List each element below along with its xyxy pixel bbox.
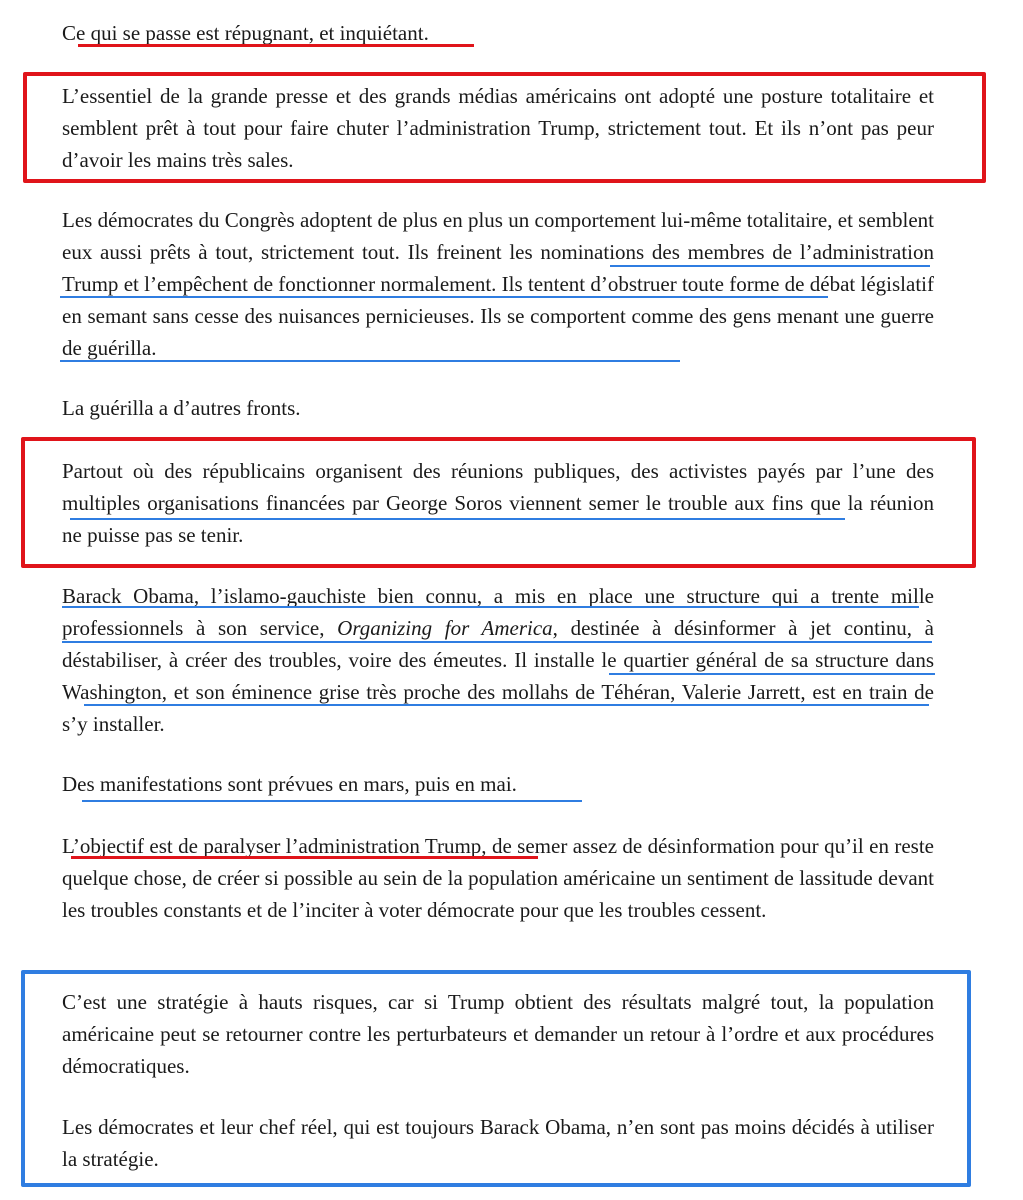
paragraph-2: L’essentiel de la grande presse et des grands médias américains ont adopté une posture totalitaire et semblent prêt à tout pour faire chuter l’administration Trump, strictement tout. Et ils n’ont pas peur d’avoir les mains très sales. [62,84,934,172]
paragraph-5: Partout où des républicains organisent des réunions publiques, des activistes payés par l’une des multiples organisations financées par George Soros viennent semer le trouble aux fins que la réunion ne puisse pas se tenir. [62,459,934,547]
paragraph-6-text-a: Barack Obama, l’islamo-gauchiste bien connu, a mis en place une structure qui a trente mille professionnels à son service, [62,584,934,640]
paragraph-9: C’est une stratégie à hauts risques, car si Trump obtient des résultats malgré tout, la population américaine peut se retourner contre les perturbateurs et demander un retour à l’ordre et aux procédures démocratiques. [62,990,934,1078]
paragraph-8: L’objectif est de paralyser l’administration Trump, de semer assez de désinformation pour qu’il en reste quelque chose, de créer si possible au sein de la population américaine un sentiment de lassitude devant les troubles constants et de l’inciter à voter démocrate pour que les troubles cessent. [62,834,934,922]
paragraph-3: Les démocrates du Congrès adoptent de plus en plus un comportement lui-même totalitaire, et semblent eux aussi prêts à tout, strictement tout. Ils freinent les nominations des membres de l’administration Trump et l’empêchent de fonctionner normalement. Ils tentent d’obstruer toute forme de débat législatif en semant sans cesse des nuisances pernicieuses. Ils se comportent comme des gens menant une guerre de guérilla. [62,208,934,360]
paragraph-7: Des manifestations sont prévues en mars, puis en mai. [62,772,517,796]
paragraph-4: La guérilla a d’autres fronts. [62,396,301,420]
paragraph-10: Les démocrates et leur chef réel, qui est toujours Barack Obama, n’en sont pas moins décidés à utiliser la stratégie. [62,1115,934,1171]
paragraph-1: Ce qui se passe est répugnant, et inquiétant. [62,21,429,45]
paragraph-6-text-b: , destinée à désinformer à jet continu, à déstabiliser, à créer des troubles, voire des émeutes. Il installe le quartier général de sa structure dans Washington, et son éminence grise très proche des mollahs de Téhéran, Valerie Jarrett, est en train de s’y installer. [62,616,934,736]
underline-blue-9 [82,800,582,802]
paragraph-6 [62,580,934,740]
organization-name: Organizing for America [337,616,553,640]
